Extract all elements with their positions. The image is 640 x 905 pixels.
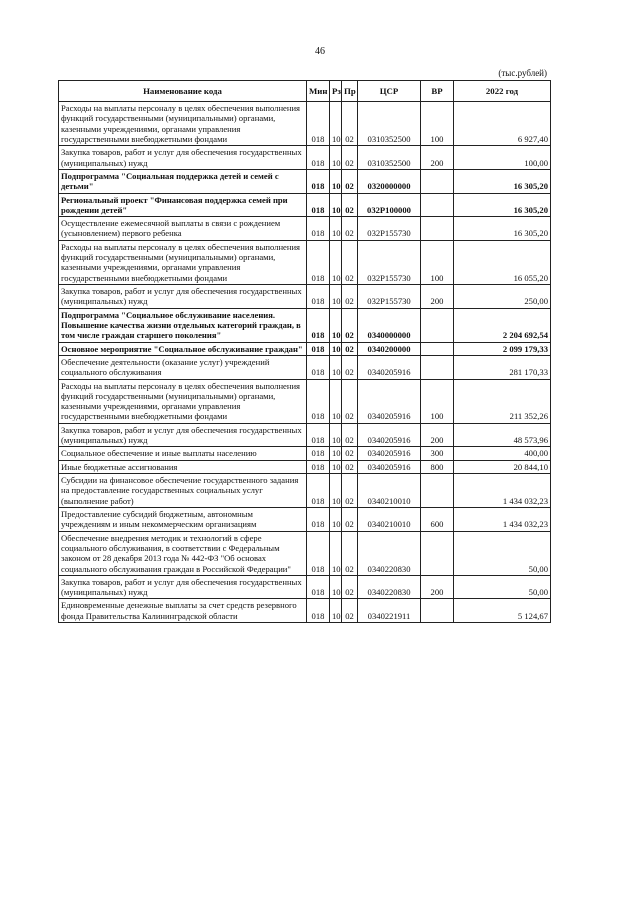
cell-pr: 02 [342,193,358,217]
cell-name: Осуществление ежемесячной выплаты в связи с рождением (усыновлением) первого ребенка [59,217,307,241]
cell-min: 018 [307,308,330,342]
cell-vr [421,599,454,623]
header-rz: Рз [330,81,342,102]
cell-rz: 10 [330,599,342,623]
cell-csr: 0310352500 [358,102,421,146]
table-body [59,102,551,623]
cell-vr [421,217,454,241]
cell-sum: 16 055,20 [454,240,551,284]
cell-csr: 0340221911 [358,599,421,623]
cell-pr: 02 [342,217,358,241]
cell-min: 018 [307,379,330,423]
cell-vr [421,308,454,342]
cell-sum: 5 124,67 [454,599,551,623]
cell-rz: 10 [330,342,342,355]
cell-csr: 0340205916 [358,423,421,447]
page-number: 46 [315,46,325,57]
cell-name: Предоставление субсидий бюджетным, автономным учреждениям и иным некоммерческим организациям [59,507,307,531]
cell-min: 018 [307,342,330,355]
cell-pr: 02 [342,169,358,193]
table-row [59,599,551,623]
cell-vr: 200 [421,285,454,309]
cell-name: Субсидии на финансовое обеспечение государственного задания на предоставление государственных социальных услуг (выполнение работ) [59,474,307,508]
cell-sum: 211 352,26 [454,379,551,423]
cell-pr: 02 [342,460,358,473]
cell-sum: 250,00 [454,285,551,309]
cell-sum: 50,00 [454,575,551,599]
cell-rz: 10 [330,102,342,146]
cell-name: Единовременные денежные выплаты за счет средств резервного фонда Правительства Калининградской области [59,599,307,623]
cell-csr: 0340220830 [358,575,421,599]
table-row [59,575,551,599]
cell-sum: 16 305,20 [454,217,551,241]
cell-vr [421,193,454,217]
cell-csr: 032P155730 [358,217,421,241]
cell-rz: 10 [330,169,342,193]
cell-rz: 10 [330,285,342,309]
cell-name: Закупка товаров, работ и услуг для обеспечения государственных (муниципальных) нужд [59,285,307,309]
cell-csr: 0340205916 [358,447,421,460]
table-row [59,102,551,146]
cell-csr: 0340210010 [358,474,421,508]
cell-csr: 0340205916 [358,379,421,423]
header-pr: Пр [342,81,358,102]
header-min: Мин [307,81,330,102]
cell-min: 018 [307,474,330,508]
cell-name: Расходы на выплаты персоналу в целях обеспечения выполнения функций государственными (муниципальными) органами, казенными учреждениями, органами управления государственными внебюджетными фондами [59,102,307,146]
cell-name: Иные бюджетные ассигнования [59,460,307,473]
table-row [59,342,551,355]
cell-vr: 100 [421,102,454,146]
cell-min: 018 [307,285,330,309]
cell-rz: 10 [330,217,342,241]
cell-csr: 0310352500 [358,146,421,170]
cell-pr: 02 [342,102,358,146]
cell-sum: 16 305,20 [454,193,551,217]
cell-name: Закупка товаров, работ и услуг для обеспечения государственных (муниципальных) нужд [59,575,307,599]
cell-pr: 02 [342,575,358,599]
cell-csr: 0340205916 [358,460,421,473]
cell-csr: 0340210010 [358,507,421,531]
cell-pr: 02 [342,146,358,170]
cell-name: Закупка товаров, работ и услуг для обеспечения государственных (муниципальных) нужд [59,146,307,170]
table-row [59,146,551,170]
cell-rz: 10 [330,447,342,460]
cell-name: Основное мероприятие "Социальное обслуживание граждан" [59,342,307,355]
cell-pr: 02 [342,342,358,355]
cell-pr: 02 [342,531,358,575]
cell-name: Социальное обеспечение и иные выплаты населению [59,447,307,460]
cell-min: 018 [307,507,330,531]
table-row [59,308,551,342]
table-row [59,379,551,423]
cell-sum: 1 434 032,23 [454,507,551,531]
cell-pr: 02 [342,379,358,423]
cell-pr: 02 [342,355,358,379]
cell-name: Подпрограмма "Социальное обслуживание населения. Повышение качества жизни отдельных категорий граждан, в том числе граждан старшего поколения" [59,308,307,342]
cell-pr: 02 [342,599,358,623]
cell-vr: 200 [421,146,454,170]
table-row [59,447,551,460]
cell-rz: 10 [330,193,342,217]
cell-rz: 10 [330,575,342,599]
cell-pr: 02 [342,240,358,284]
cell-csr: 0340200000 [358,342,421,355]
cell-min: 018 [307,599,330,623]
cell-pr: 02 [342,423,358,447]
cell-rz: 10 [330,531,342,575]
cell-pr: 02 [342,308,358,342]
cell-min: 018 [307,575,330,599]
cell-name: Обеспечение деятельности (оказание услуг) учреждений социального обслуживания [59,355,307,379]
cell-sum: 16 305,20 [454,169,551,193]
table-row [59,507,551,531]
cell-csr: 032P155730 [358,240,421,284]
cell-vr: 300 [421,447,454,460]
cell-min: 018 [307,240,330,284]
cell-min: 018 [307,447,330,460]
cell-min: 018 [307,102,330,146]
table-row [59,240,551,284]
cell-sum: 1 434 032,23 [454,474,551,508]
cell-pr: 02 [342,474,358,508]
cell-min: 018 [307,355,330,379]
cell-vr [421,474,454,508]
units-label: (тыс.рублей) [498,68,547,78]
cell-min: 018 [307,193,330,217]
cell-name: Обеспечение внедрения методик и технологий в сфере социального обслуживания, в соответствии с Федеральным законом от 28 декабря 2013 года № 442-ФЗ "Об основах социального обслуживания граждан в Российской Федерации" [59,531,307,575]
table-row [59,474,551,508]
cell-vr [421,355,454,379]
cell-sum: 6 927,40 [454,102,551,146]
cell-rz: 10 [330,460,342,473]
cell-vr: 600 [421,507,454,531]
cell-rz: 10 [330,146,342,170]
cell-sum: 50,00 [454,531,551,575]
cell-csr: 0340205916 [358,355,421,379]
cell-sum: 400,00 [454,447,551,460]
cell-sum: 2 204 692,54 [454,308,551,342]
cell-name: Расходы на выплаты персоналу в целях обеспечения выполнения функций государственными (муниципальными) органами, казенными учреждениями, органами управления государственными внебюджетными фондами [59,240,307,284]
header-name: Наименование кода [59,81,307,102]
cell-vr: 200 [421,423,454,447]
cell-min: 018 [307,146,330,170]
cell-vr [421,531,454,575]
cell-min: 018 [307,460,330,473]
table-row [59,531,551,575]
cell-min: 018 [307,217,330,241]
table-row [59,355,551,379]
cell-sum: 281 170,33 [454,355,551,379]
table-row [59,217,551,241]
table-header-row [59,81,551,102]
cell-sum: 2 099 179,33 [454,342,551,355]
cell-csr: 0340220830 [358,531,421,575]
cell-name: Расходы на выплаты персоналу в целях обеспечения выполнения функций государственными (муниципальными) органами, казенными учреждениями, органами управления государственными внебюджетными фондами [59,379,307,423]
cell-min: 018 [307,531,330,575]
cell-vr: 200 [421,575,454,599]
cell-pr: 02 [342,447,358,460]
cell-min: 018 [307,423,330,447]
cell-rz: 10 [330,507,342,531]
budget-table [58,80,551,623]
cell-rz: 10 [330,379,342,423]
table-row [59,169,551,193]
table-row [59,460,551,473]
cell-sum: 48 573,96 [454,423,551,447]
header-csr: ЦСР [358,81,421,102]
cell-name: Подпрограмма "Социальная поддержка детей и семей с детьми" [59,169,307,193]
cell-vr: 800 [421,460,454,473]
cell-rz: 10 [330,474,342,508]
cell-min: 018 [307,169,330,193]
cell-name: Региональный проект "Финансовая поддержка семей при рождении детей" [59,193,307,217]
cell-csr: 032P100000 [358,193,421,217]
cell-csr: 0340000000 [358,308,421,342]
table-row [59,285,551,309]
cell-rz: 10 [330,240,342,284]
cell-vr: 100 [421,240,454,284]
cell-name: Закупка товаров, работ и услуг для обеспечения государственных (муниципальных) нужд [59,423,307,447]
cell-rz: 10 [330,423,342,447]
cell-vr [421,169,454,193]
cell-sum: 100,00 [454,146,551,170]
cell-sum: 20 844,10 [454,460,551,473]
cell-pr: 02 [342,507,358,531]
cell-rz: 10 [330,355,342,379]
cell-pr: 02 [342,285,358,309]
cell-vr [421,342,454,355]
cell-rz: 10 [330,308,342,342]
header-year: 2022 год [454,81,551,102]
table-row [59,193,551,217]
cell-vr: 100 [421,379,454,423]
cell-csr: 0320000000 [358,169,421,193]
table-row [59,423,551,447]
header-vr: ВР [421,81,454,102]
cell-csr: 032P155730 [358,285,421,309]
